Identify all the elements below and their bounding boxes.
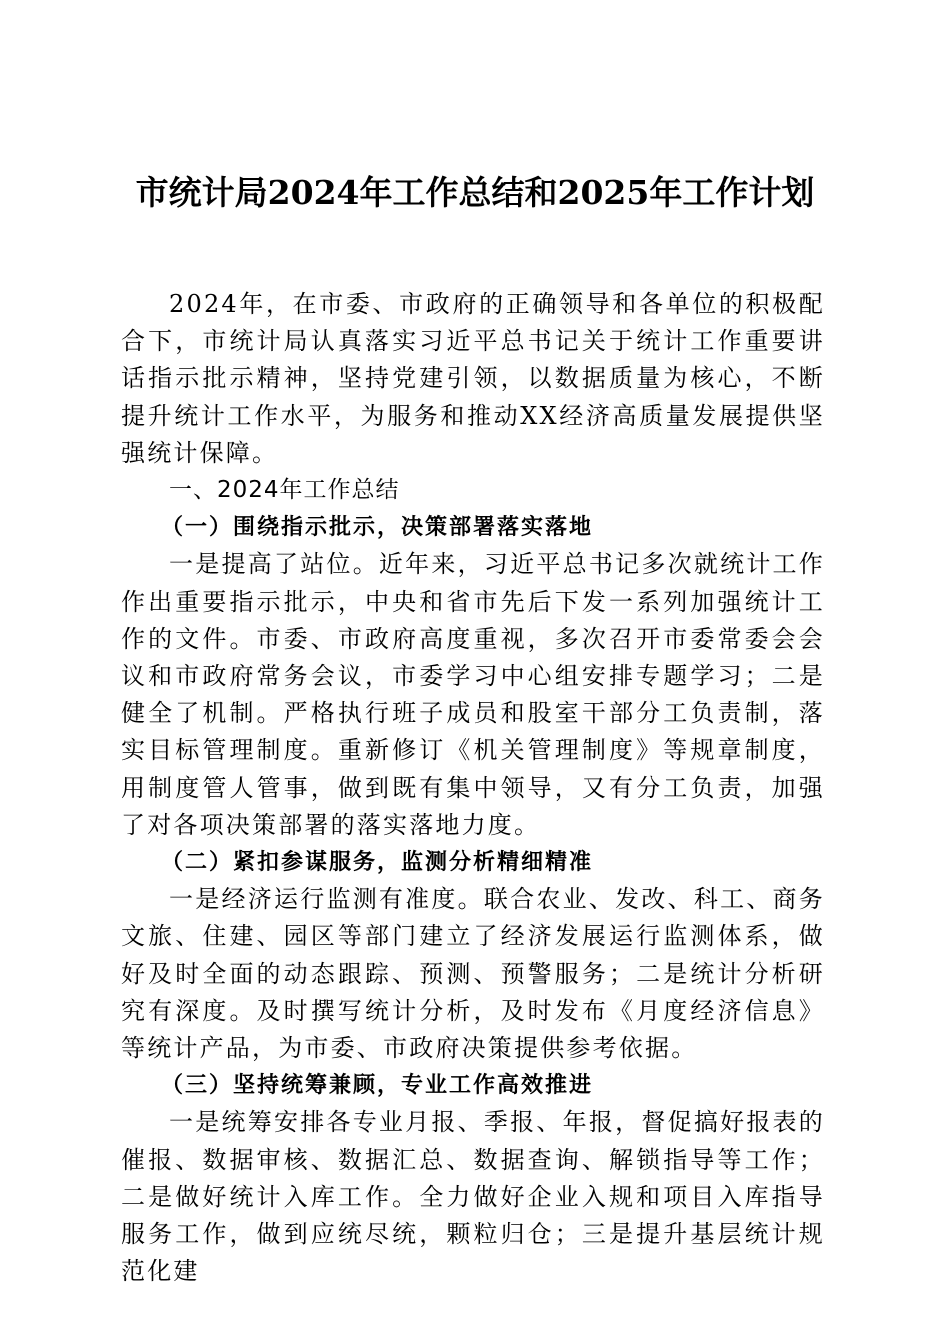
subsection-heading-2: （二）紧扣参谋服务，监测分析精细精准: [161, 849, 594, 876]
subsection-paragraph-1: 一是提高了站位。近年来，习近平总书记多次就统计工作作出重要指示批示，中央和省市先后下发一系列加强统计工作的文件。市委、市政府高度重视，多次召开市委常委会会议和市政府常务会议，市委学习中心组安排专题学习；二是健全了机制。严格执行班子成员和股室干部分工负责制，落实目标管理制度。重新修订《机关管理制度》等规章制度，用制度管人管事，做到既有集中领导，又有分工负责，加强了对各项决策部署的落实落地力度。: [121, 550, 825, 839]
document-body: [121, 286, 825, 1290]
subsection-paragraph-2: 一是经济运行监测有准度。联合农业、发改、科工、商务文旅、住建、园区等部门建立了经济发展运行监测体系，做好及时全面的动态跟踪、预测、预警服务；二是统计分析研究有深度。及时撰写统计分析，及时发布《月度经济信息》等统计产品，为市委、市政府决策提供参考依据。: [121, 885, 825, 1063]
subsection-paragraph-3: 一是统筹安排各专业月报、季报、年报，督促搞好报表的催报、数据审核、数据汇总、数据查询、解锁指导等工作；二是做好统计入库工作。全力做好企业入规和项目入库指导服务工作，做到应统尽统，颗粒归仓；三是提升基层统计规范化建: [121, 1108, 825, 1286]
subsection-heading-1: （一）围绕指示批示，决策部署落实落地: [161, 514, 594, 541]
subsection-heading-3: （三）坚持统筹兼顾，专业工作高效推进: [161, 1072, 594, 1099]
document-title: 市统计局2024年工作总结和2025年工作计划: [135, 173, 815, 212]
intro-paragraph: 2024年，在市委、市政府的正确领导和各单位的积极配合下，市统计局认真落实习近平总书记关于统计工作重要讲话指示批示精神，坚持党建引领，以数据质量为核心，不断提升统计工作水平，为服务和推动XX经济高质量发展提供坚强统计保障。: [121, 290, 825, 467]
section-heading-2024-summary: 一、2024年工作总结: [169, 477, 400, 504]
